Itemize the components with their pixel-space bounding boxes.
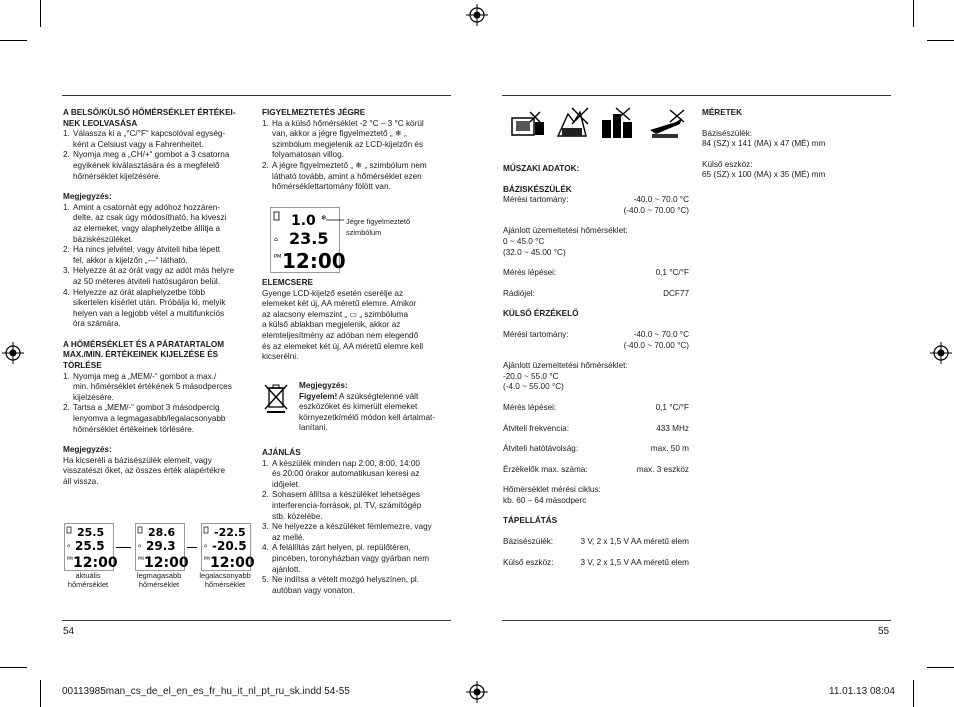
registration-mark-icon <box>930 342 952 364</box>
header-rule-right <box>502 95 891 96</box>
footer-filename: 00113985man_cs_de_el_en_es_fr_hu_it_nl_pt_ru_sk.indd 54-55 <box>62 686 350 697</box>
svg-text:PM: PM <box>138 556 144 561</box>
lcd-time: 12:00 <box>73 555 118 571</box>
list-line: időjelet. <box>272 479 301 489</box>
section-title: NEK LEOLVASÁSA <box>63 118 138 128</box>
spec-label: Bázisészülék: <box>503 537 554 547</box>
lcd-temp-min: 29.3 <box>146 539 176 553</box>
list-item <box>63 403 251 435</box>
list-line: Tartsa a „MEM/-“ gombot 3 másodpercig <box>73 403 220 413</box>
list-line: Helyezze az órát alaphelyzetbe több <box>73 287 205 297</box>
list-number: 2. <box>63 245 70 255</box>
section-title: ELEMCSERE <box>262 278 313 287</box>
list-number: 4. <box>63 287 70 297</box>
lcd-minmax-display <box>64 523 118 571</box>
list-line: Ne helyezze a készüléket fémlemezre, vagy <box>272 522 432 532</box>
list-line: kijelzésére. <box>73 392 114 402</box>
list-line: A készülék minden nap 2:00, 8:00, 14:00 <box>272 458 420 468</box>
list-line: sikertelen kísérlet után. Próbálja ki, melyik <box>73 298 226 308</box>
list-line: folyamatosan villog. <box>272 150 344 160</box>
section-title: A HŐMÉRSÉKLET ÉS A PÁRATARTALOM <box>63 339 225 349</box>
list-line: Nyomja meg a „CH/+“ gombot a 3 csatorna <box>73 150 230 160</box>
list-line: Sohasem állítsa a készüléket lehetséges <box>272 490 420 500</box>
svg-text:PM: PM <box>204 556 210 561</box>
spec-row <box>503 465 689 476</box>
list-item <box>262 522 454 543</box>
footer-rule-left <box>62 620 451 621</box>
text-line: a külső ablakban megjelenik, akkor az <box>262 320 401 330</box>
page-number-left: 54 <box>63 626 75 637</box>
list-number: 3. <box>63 266 70 276</box>
dimensions <box>702 108 890 181</box>
note-title: Megjegyzés: <box>299 381 348 390</box>
warning-word: Figyelem! <box>299 391 338 401</box>
svg-text:⌂: ⌂ <box>138 543 142 549</box>
lcd-temp-outdoor: 1.0 <box>291 213 316 229</box>
lcd-temp-max: -22.5 <box>214 526 246 539</box>
tv-computer-icon <box>512 112 544 135</box>
spec-row <box>503 195 689 206</box>
list-line: és 20:00 órakor automatikusan keresi az <box>272 469 420 479</box>
list-item <box>262 543 454 575</box>
list-number: 1. <box>63 129 70 139</box>
text-line: elemteljesítmény az adóban nem elegendő <box>262 330 419 340</box>
spec-label: Bázisészülék: <box>702 128 753 138</box>
list-line: szimbólum megjelenik az LCD-kijelzőn és <box>272 139 424 149</box>
spec-value: 0,1 °C/°F <box>655 268 689 278</box>
list-number: 2. <box>63 403 70 413</box>
lcd-temp-indoor: 23.5 <box>289 229 329 248</box>
crop-mark <box>913 680 914 707</box>
disposal-line: környezetkímélő módon kell ártalmat- <box>299 412 436 422</box>
spec-label: Mérés lépései: <box>503 268 557 278</box>
svg-text:❄: ❄ <box>321 214 327 222</box>
list-line: hőmérséklettartomány fölött van. <box>272 182 391 192</box>
list-number: 1. <box>63 202 70 212</box>
list-item <box>63 203 251 245</box>
metal-plate-icon <box>558 108 588 136</box>
spec-value: -40.0 ~ 70.0 °C <box>633 195 689 205</box>
caption-line: legmagasabb <box>136 571 182 580</box>
list-line: óra számára. <box>73 319 121 329</box>
section-title: A BELSŐ/KÜLSŐ HŐMÉRSÉKLET ÉRTÉKEI- <box>63 108 236 117</box>
spec-value: 65 (SZ) x 100 (MA) x 35 (MÉ) mm <box>702 170 826 180</box>
registration-mark-icon <box>466 4 488 26</box>
list-line: Ne indítsa a vételt mozgó helyszínen, pl. <box>272 575 419 585</box>
disposal-note <box>299 381 455 434</box>
text-line: és az elemeket két új, AA méretű elemre kell <box>262 341 424 351</box>
spec-row <box>503 330 689 341</box>
crop-mark <box>927 40 954 41</box>
text-line: kicserélni. <box>262 352 299 362</box>
list-item <box>63 372 251 404</box>
list-line: ajánlott. <box>272 564 301 574</box>
spec-value: 0,1 °C/°F <box>655 402 689 412</box>
list-line: Válassza ki a „°C/°F“ kapcsolóval egység- <box>73 129 226 139</box>
tips-section <box>262 448 454 596</box>
list-line: Nyomja meg a „MEM/-“ gombot a max./ <box>73 371 217 381</box>
section-title: MŰSZAKI ADATOK: <box>503 164 580 173</box>
crossed-bin-icon <box>263 382 289 414</box>
spec-value: (-4.0 ~ 55.00 °C) <box>503 382 564 392</box>
svg-text:⌂: ⌂ <box>274 236 278 243</box>
disposal-text <box>299 392 455 403</box>
crop-mark <box>40 0 41 27</box>
spec-value: 3 V, 2 x 1,5 V AA méretű elem <box>580 537 689 547</box>
spec-row <box>503 289 689 300</box>
section-title: MÉRETEK <box>702 108 743 117</box>
caption-line: hőmérséklet <box>204 580 246 589</box>
text-line: áll vissza. <box>63 477 99 486</box>
lcd-minmax-display <box>135 523 189 571</box>
battery-section <box>262 278 454 363</box>
list-number: 4. <box>262 543 269 553</box>
text-line: Ha kicseréli a bázisészülék elemeit, vagy <box>63 455 212 465</box>
footer-timestamp: 11.01.13 08:04 <box>829 686 895 697</box>
list-line: báziskészüléket. <box>73 234 134 244</box>
spec-value: kb. 60 – 64 másodperc <box>503 495 587 505</box>
section-title: FIGYELMEZTETÉS JÉGRE <box>262 108 366 117</box>
spec-label: Ajánlott üzemeltetési hőmérséklet: <box>503 226 628 236</box>
airplane-car-icon <box>650 110 684 138</box>
lcd-time: 12:00 <box>210 555 255 571</box>
lcd-temp-max: 28.6 <box>148 526 176 539</box>
list-number: 1. <box>262 118 269 128</box>
tech-specs <box>503 164 689 568</box>
footer-rule-right <box>502 620 891 621</box>
list-number: 2. <box>63 150 70 160</box>
list-item <box>262 459 454 491</box>
note-title: Megjegyzés: <box>63 192 112 202</box>
svg-text:PM: PM <box>67 556 73 561</box>
lcd-caption <box>54 571 122 589</box>
list-line: az elemeket, vagy alaphelyzetbe állítja a <box>73 223 221 233</box>
list-line: az 50 méteres átviteli hatósugáron belül. <box>73 276 221 286</box>
crop-mark <box>40 680 41 707</box>
frost-callout-line: szimbólum <box>346 228 382 237</box>
spec-value: -20.0 ~ 55.0 °C <box>503 371 559 381</box>
spec-value: (-40.0 ~ 70.00 °C) <box>623 205 689 215</box>
section-title: BÁZISKÉSZÜLÉK <box>503 184 572 194</box>
list-line: ként a Celsiust vagy a Fahrenheitet. <box>73 139 204 149</box>
spec-value: max. 50 m <box>650 444 689 454</box>
crop-mark <box>0 667 27 668</box>
spec-row <box>503 537 689 548</box>
lcd-temp-min: 25.5 <box>75 539 105 553</box>
disposal-line: eszközöket és kimerült elemeket <box>299 402 418 412</box>
section-title: KÜLSŐ ÉRZÉKELŐ <box>503 309 579 319</box>
spec-value: max. 3 eszköz <box>636 464 689 474</box>
spec-row <box>503 206 689 217</box>
page-number-right: 55 <box>878 626 890 637</box>
text-line: elemeket két új, AA méretű elemre. Amikor <box>262 299 417 309</box>
spec-label: Ajánlott üzemeltetési hőmérséklet: <box>503 361 628 371</box>
pointer-line <box>326 214 346 224</box>
note-title: Megjegyzés: <box>63 445 112 455</box>
spec-row <box>503 403 689 414</box>
spec-label: Külső eszköz: <box>503 557 554 567</box>
list-number: 1. <box>63 371 70 381</box>
list-number: 5. <box>262 575 269 585</box>
caption-line: hőmérséklet <box>67 580 109 589</box>
list-line: A felállítás zárt helyen, pl. repülőtéren, <box>272 543 411 553</box>
spec-label: Érzékelők max. száma: <box>503 464 588 474</box>
crop-mark <box>927 667 954 668</box>
svg-text:PM: PM <box>274 254 282 260</box>
left-column-1 <box>63 108 251 488</box>
list-line: látható tovább, amint a hőmérséklet ezen <box>272 171 422 181</box>
text-line: az alacsony elemszint „ ▭ „ szimbóluma <box>262 309 409 319</box>
lcd-temp-max: 25.5 <box>77 526 105 539</box>
spec-value: 3 V, 2 x 1,5 V AA méretű elem <box>580 557 689 567</box>
spec-value: (-40.0 ~ 70.00 °C) <box>623 340 689 350</box>
list-line: hőmérséklet kijelzésére. <box>73 171 161 181</box>
spec-row <box>503 268 689 279</box>
text-line: Gyenge LCD-kijelző esetén cserélje az <box>262 288 404 298</box>
caption-line: hőmérséklet <box>138 580 180 589</box>
list-line: Helyezze át az órát vagy az adót más helyre <box>73 266 235 276</box>
section-title: TÖRLÉSE <box>63 361 102 371</box>
list-item <box>63 129 251 150</box>
spec-label: Átviteli frekvencia: <box>503 423 569 433</box>
spec-row <box>503 558 689 569</box>
lcd-time: 12:00 <box>282 249 346 273</box>
list-line: Ha nincs jelvétel, vagy átviteli hiba lépett <box>73 245 220 255</box>
registration-mark-icon <box>2 342 24 364</box>
section-title: AJÁNLÁS <box>262 448 301 457</box>
list-line: egyikének kiválasztására és a megfelelő <box>73 160 220 170</box>
list-line: autóban vagy vonaton. <box>272 585 355 595</box>
list-number: 3. <box>262 522 269 532</box>
list-item <box>63 288 251 330</box>
spec-label: Hőmérséklet mérési ciklus: <box>503 485 601 495</box>
list-line: pincében, toronyházban vagy gyárban nem <box>272 553 430 563</box>
spec-value: -40.0 ~ 70.0 °C <box>633 329 689 339</box>
section-title: TÁPELLÁTÁS <box>503 516 558 526</box>
header-rule-left <box>62 95 451 96</box>
frost-callout <box>346 216 410 238</box>
crop-mark <box>913 0 914 27</box>
spec-value: (32.0 ~ 45.00 °C) <box>503 247 566 257</box>
list-number: 2. <box>262 160 269 170</box>
list-item <box>63 245 251 266</box>
spec-label: Mérési tartomány: <box>503 195 569 205</box>
spec-value: 433 MHz <box>656 423 689 433</box>
crop-mark <box>0 40 27 41</box>
list-line: Ha a külső hőmérséklet -2 °C – 3 °C körül <box>272 118 424 128</box>
lcd-caption <box>191 571 259 589</box>
spec-label: Külső eszköz: <box>702 159 753 169</box>
interference-icons <box>508 108 698 142</box>
list-line: Amint a csatornát egy adóhoz hozzáren- <box>73 202 221 212</box>
list-line: hőmérséklet értékeinek törlésére. <box>73 424 195 434</box>
list-item <box>262 161 454 193</box>
frost-callout-line: Jégre figyelmeztető <box>346 217 411 226</box>
disposal-line: lanítani. <box>299 423 328 433</box>
spec-label: Átviteli hatótávolság: <box>503 444 579 454</box>
connector-line <box>187 547 197 548</box>
list-line: van, akkor a jégre figyelmeztető „ ❄ „ <box>272 129 407 139</box>
spec-value: DCF77 <box>663 288 689 298</box>
list-line: delte, az csak úgy módosítható, ha kiveszi <box>73 213 227 223</box>
list-number: 1. <box>262 458 269 468</box>
left-column-2 <box>262 108 454 193</box>
spec-row <box>503 341 689 352</box>
spec-row <box>503 424 689 435</box>
caption-line: legalacsonyabb <box>199 571 251 580</box>
spec-label: Mérés lépései: <box>503 402 557 412</box>
lcd-time: 12:00 <box>144 555 189 571</box>
svg-text:⌂: ⌂ <box>204 543 208 549</box>
spec-row <box>503 444 689 455</box>
list-line: helyen van a legjobb vétel a multifunkciós <box>73 308 225 318</box>
lcd-minmax-display <box>201 523 255 571</box>
list-line: stb. közelébe. <box>272 511 323 521</box>
svg-text:⌂: ⌂ <box>67 543 71 549</box>
tower-building-icon <box>602 108 632 138</box>
list-number: 2. <box>262 490 269 500</box>
spec-label: Mérési tartomány: <box>503 329 569 339</box>
list-line: lenyomva a legmagasabb/legalacsonyabb <box>73 414 226 424</box>
disposal-line: A szükségtelenné vált <box>337 391 419 401</box>
spec-value: 0 ~ 45.0 °C <box>503 236 545 246</box>
registration-mark-icon <box>466 681 488 703</box>
list-item <box>262 490 454 522</box>
list-line: A jégre figyelmeztető „ ❄ „ szimbólum nem <box>272 160 427 170</box>
list-item <box>63 266 251 287</box>
lcd-temp-min: -20.5 <box>212 539 247 553</box>
spec-value: 84 (SZ) x 141 (MA) x 47 (MÉ) mm <box>702 139 826 149</box>
list-line: min. hőmérséklet értékének 5 másodperces <box>73 382 232 392</box>
list-item <box>262 119 454 161</box>
spec-label: Rádiójel: <box>503 288 535 298</box>
list-item <box>63 150 251 182</box>
connector-line <box>116 547 131 548</box>
section-title: MAX./MIN. ÉRTÉKEINEK KIJELZÉSE ÉS <box>63 350 219 360</box>
text-line: visszatészi őket, az összes érték alapértékre <box>63 466 225 476</box>
caption-line: aktuális <box>75 571 101 580</box>
list-item <box>262 575 454 596</box>
list-line: fel, akkor a kijelzőn „---“ látható. <box>73 255 188 265</box>
list-line: az mellé. <box>272 532 305 542</box>
list-line: interferencia-források, pl. TV, számítógép <box>272 500 422 510</box>
lcd-caption <box>125 571 193 589</box>
